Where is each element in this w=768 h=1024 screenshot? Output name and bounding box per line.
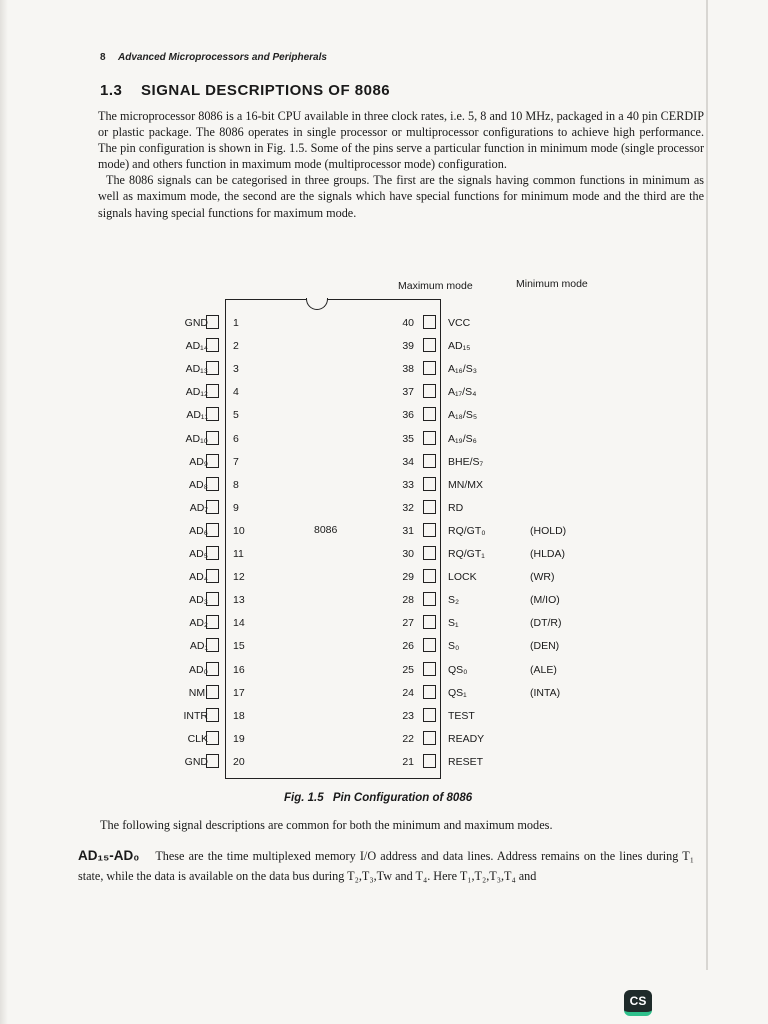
- right-pin-box: [423, 477, 436, 491]
- right-pin-number: 27: [402, 617, 414, 630]
- left-pin-name: GND: [184, 317, 208, 329]
- right-pin-name: RQ/GT₀: [448, 524, 486, 537]
- left-pin-number: 14: [233, 617, 245, 630]
- right-pin-number: 24: [402, 686, 414, 699]
- right-pin-name: VCC: [448, 317, 471, 329]
- right-pin-number: 34: [402, 455, 414, 468]
- left-pin-name: AD₂: [189, 617, 208, 630]
- right-pin-number: 28: [402, 594, 414, 607]
- min-mode-pin-name: (HOLD): [530, 524, 567, 537]
- min-mode-pin-name: (DEN): [530, 640, 560, 653]
- page-number: 8: [100, 52, 106, 63]
- right-pin-name: RESET: [448, 755, 484, 768]
- right-pin-name: A₁₇/S₄: [448, 386, 477, 399]
- left-pin-box: [206, 731, 219, 745]
- min-mode-heading: Minimum mode: [516, 278, 588, 290]
- right-pin-name: TEST: [448, 709, 475, 722]
- left-pin-box: [206, 338, 219, 352]
- left-pin-name: AD₉: [189, 455, 208, 468]
- left-pin-name: AD₁₃: [185, 363, 208, 376]
- book-title: Advanced Microprocessors and Peripherals: [117, 52, 327, 63]
- left-pin-box: [206, 384, 219, 398]
- left-pin-number: 4: [233, 386, 239, 399]
- right-pin-name: A₁₈/S₅: [448, 409, 478, 422]
- right-pin-name: RD: [448, 501, 464, 514]
- left-pin-number: 3: [233, 363, 239, 376]
- right-pin-name: S₂: [448, 594, 460, 607]
- figure-caption: [284, 792, 472, 804]
- right-pin-box: [423, 546, 436, 560]
- min-mode-pin-name: (M/IO): [530, 594, 560, 607]
- right-pin-number: 30: [402, 548, 414, 560]
- right-pin-name: READY: [448, 732, 485, 745]
- right-pin-name: MN/MX: [448, 478, 483, 491]
- right-pin-name: QS₀: [448, 663, 468, 676]
- left-pin-number: 8: [233, 478, 239, 491]
- camscanner-logo: CS: [624, 990, 652, 1016]
- right-pin-box: [423, 685, 436, 699]
- right-pin-box: [423, 454, 436, 468]
- figure-number: Fig. 1.5: [284, 792, 324, 804]
- right-pin-box: [423, 500, 436, 514]
- right-pin-number: 36: [402, 409, 414, 422]
- right-pin-box: [423, 754, 436, 768]
- right-pin-name: A₁₉/S₆: [448, 432, 477, 445]
- left-pin-box: [206, 315, 219, 329]
- min-mode-pin-name: (HLDA): [530, 548, 566, 560]
- min-mode-pin-name: (DT/R): [530, 617, 562, 630]
- left-pin-name: GND: [184, 755, 208, 768]
- min-mode-pin-name: (WR): [530, 571, 555, 584]
- paragraph-1: The microprocessor 8086 is a 16-bit CPU available in three clock rates, i.e. 5, 8 and 10 MHz, packaged in a 40 pin CERDIP or plastic package. The 8086 operates in single processor or multiprocessor configurations to achieve high performance. The pin configuration is shown in Fig. 1.5. Some of the pins serve a particular function in minimum mode (single processor mode) and others function in maximum mode (multiprocessor mode) configuration.: [98, 109, 704, 172]
- left-pin-name: AD₁₄: [185, 340, 208, 353]
- right-pin-box: [423, 361, 436, 375]
- right-pin-name: S₀: [448, 640, 460, 653]
- right-pin-box: [423, 431, 436, 445]
- right-pin-number: 25: [402, 663, 414, 676]
- left-pin-name: AD₁₂: [185, 386, 208, 399]
- right-pin-number: 29: [402, 571, 414, 584]
- right-pin-number: 23: [402, 709, 414, 722]
- min-mode-pin-name: (INTA): [530, 686, 561, 699]
- left-pin-number: 1: [233, 317, 239, 329]
- left-pin-number: 16: [233, 663, 245, 676]
- left-pin-number: 7: [233, 455, 239, 468]
- left-pin-box: [206, 523, 219, 537]
- left-pin-box: [206, 592, 219, 606]
- right-pin-number: 38: [402, 363, 414, 376]
- right-pin-box: [423, 315, 436, 329]
- right-pin-box: [423, 592, 436, 606]
- right-pin-name: BHE/S₇: [448, 455, 484, 468]
- right-pin-number: 39: [402, 340, 414, 353]
- right-pin-name: S₁: [448, 617, 459, 630]
- right-pin-name: LOCK: [448, 571, 477, 584]
- left-pin-name: CLK: [187, 732, 208, 745]
- left-pin-name: AD₅: [189, 548, 208, 560]
- left-pin-number: 5: [233, 409, 239, 422]
- right-pin-name: QS₁: [448, 686, 467, 699]
- right-pin-box: [423, 384, 436, 398]
- left-pin-box: [206, 662, 219, 676]
- left-pin-box: [206, 569, 219, 583]
- left-pin-box: [206, 685, 219, 699]
- left-pin-name: INTR: [183, 709, 208, 722]
- signal-text: These are the time multiplexed memory I/O address and data lines. Address remains on the lines during T₁ state, while the data is available on the data bus during T₂,T₃,Tw and T₄. Here T₁,T₂,T₃,T₄ and: [78, 849, 695, 883]
- right-pin-name: RQ/GT₁: [448, 548, 485, 560]
- right-pin-number: 22: [402, 732, 414, 745]
- figure-title: Pin Configuration of 8086: [332, 792, 473, 804]
- left-pin-name: AD₀: [189, 663, 208, 676]
- right-pin-box: [423, 338, 436, 352]
- common-signals-sentence: The following signal descriptions are common for both the minimum and maximum modes.: [100, 818, 553, 832]
- signal-term: AD₁₅-AD₀: [78, 848, 140, 863]
- left-pin-name: AD₃: [189, 594, 208, 607]
- left-pin-number: 10: [233, 524, 245, 537]
- left-pin-number: 18: [233, 709, 245, 722]
- left-pin-box: [206, 615, 219, 629]
- left-pin-box: [206, 477, 219, 491]
- right-pin-box: [423, 638, 436, 652]
- left-pin-box: [206, 546, 219, 560]
- left-pin-name: AD₁₁: [186, 409, 208, 422]
- left-pin-number: 15: [233, 640, 245, 653]
- left-pin-number: 6: [233, 432, 239, 445]
- left-pin-number: 20: [233, 755, 245, 768]
- left-pin-number: 19: [233, 732, 245, 745]
- left-pin-number: 2: [233, 340, 239, 353]
- left-pin-box: [206, 708, 219, 722]
- left-pin-box: [206, 500, 219, 514]
- right-pin-number: 35: [402, 432, 414, 445]
- right-pin-box: [423, 662, 436, 676]
- left-pin-name: AD₁: [189, 640, 208, 653]
- left-pin-number: 12: [233, 571, 245, 584]
- left-pin-number: 9: [233, 501, 239, 514]
- right-pin-box: [423, 708, 436, 722]
- max-mode-heading: Maximum mode: [398, 280, 473, 292]
- min-mode-pin-name: (ALE): [530, 663, 557, 676]
- right-pin-number: 40: [402, 317, 414, 329]
- left-pin-box: [206, 361, 219, 375]
- left-pin-name: AD₈: [189, 478, 208, 491]
- section-title: SIGNAL DESCRIPTIONS OF 8086: [141, 82, 391, 99]
- left-pin-name: NMI: [188, 686, 208, 699]
- right-pin-number: 33: [402, 478, 414, 491]
- left-pin-name: AD₄: [189, 571, 208, 584]
- right-pin-box: [423, 569, 436, 583]
- section-number: 1.3: [100, 82, 123, 99]
- left-pin-box: [206, 754, 219, 768]
- paragraph-2: The 8086 signals can be categorised in three groups. The first are the signals having common functions in minimum as well as maximum mode, the second are the signals which have special functions for minimum mode and the third are the signals having special functions for maximum mode.: [98, 173, 704, 220]
- right-pin-number: 26: [402, 640, 414, 653]
- left-pin-name: AD₆: [189, 524, 208, 537]
- left-pin-box: [206, 638, 219, 652]
- left-pin-box: [206, 407, 219, 421]
- right-pin-number: 32: [402, 501, 414, 514]
- right-pin-box: [423, 615, 436, 629]
- right-pin-name: A₁₆/S₃: [448, 363, 477, 376]
- right-pin-number: 31: [402, 524, 414, 537]
- right-pin-box: [423, 523, 436, 537]
- right-pin-name: AD₁₅: [448, 340, 471, 353]
- right-pin-number: 37: [402, 386, 414, 399]
- left-pin-name: AD₁₀: [185, 432, 208, 445]
- left-pin-number: 17: [233, 686, 245, 699]
- signal-description: [78, 846, 694, 886]
- right-pin-number: 21: [402, 755, 414, 768]
- left-pin-number: 11: [233, 548, 244, 560]
- chip-label: 8086: [314, 524, 338, 536]
- left-pin-number: 13: [233, 594, 245, 607]
- left-pin-box: [206, 431, 219, 445]
- right-pin-box: [423, 407, 436, 421]
- left-pin-name: AD₇: [189, 501, 208, 514]
- right-pin-box: [423, 731, 436, 745]
- left-pin-box: [206, 454, 219, 468]
